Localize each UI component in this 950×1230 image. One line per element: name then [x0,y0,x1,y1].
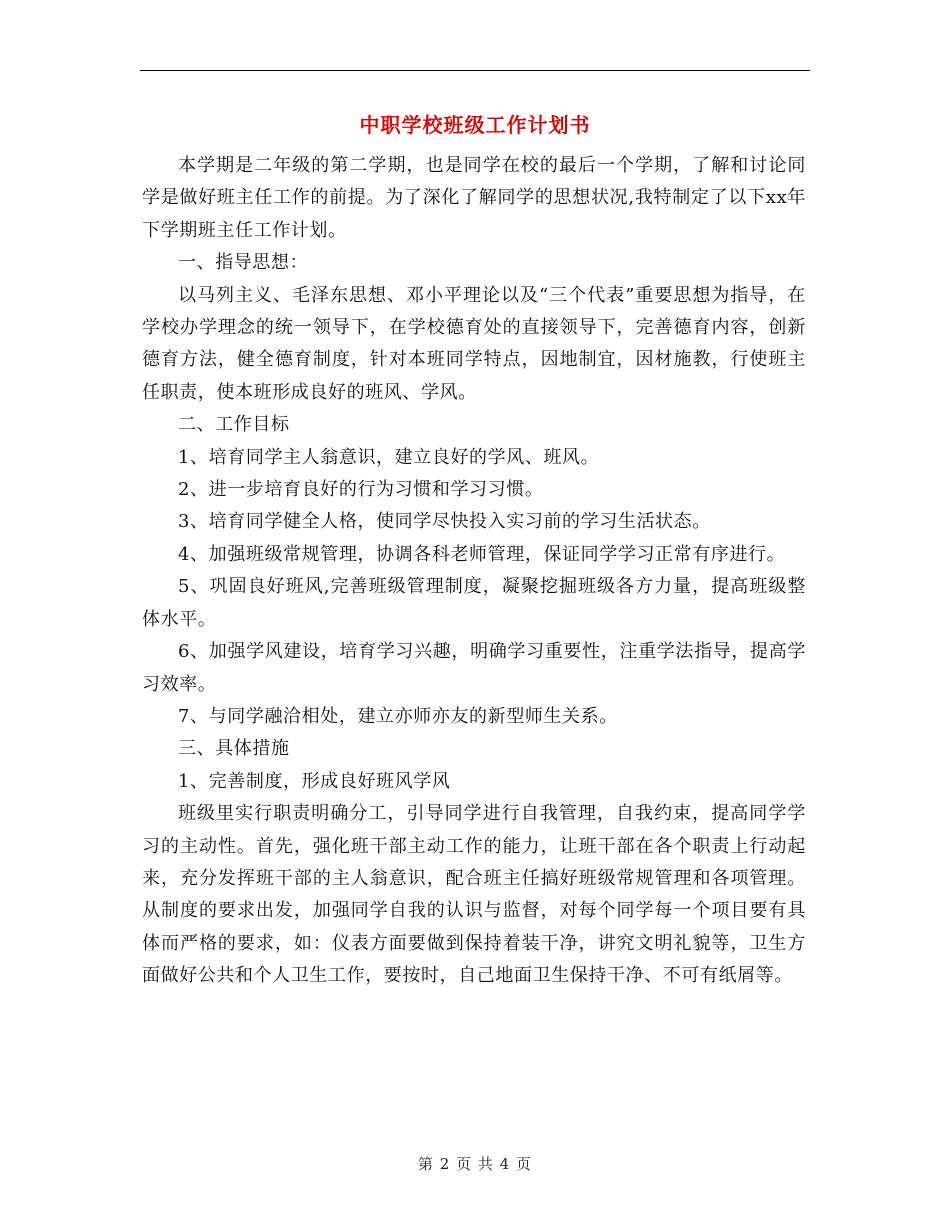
document-body [142,150,806,993]
goal-item-5: 5、巩固良好班风,完善班级管理制度，凝聚挖掘班级各方力量，提高班级整体水平。 [142,576,806,630]
section-heading-guiding-ideology: 一、指导思想： [178,252,309,274]
document-title: 中职学校班级工作计划书 [359,113,591,137]
page-number: 第 2 页 共 4 页 [418,1155,532,1173]
section-heading-work-goals: 二、工作目标 [178,414,290,436]
guiding-ideology-paragraph: 以马列主义、毛泽东思想、邓小平理论以及“三个代表”重要思想为指导，在学校办学理念的统一领导下，在学校德育处的直接领导下，完善德育内容，创新德育方法，健全德育制度，针对本班同学特点，因地制宜，因材施教，行使班主任职责，使本班形成良好的班风、学风。 [142,284,806,403]
header-rule [140,70,810,71]
intro-paragraph: 本学期是二年级的第二学期，也是同学在校的最后一个学期，了解和讨论同学是做好班主任工作的前提。为了深化了解同学的思想状况,我特制定了以下xx年下学期班主任工作计划。 [142,155,806,241]
section-heading-measures: 三、具体措施 [178,738,290,760]
goal-item-4: 4、加强班级常规管理，协调各科老师管理，保证同学学习正常有序进行。 [178,543,786,565]
goal-item-6: 6、加强学风建设，培育学习兴趣，明确学习重要性，注重学法指导，提高学习效率。 [142,641,806,695]
goal-item-7: 7、与同学融洽相处，建立亦师亦友的新型师生关系。 [178,705,618,727]
goal-item-3: 3、培育同学健全人格，使同学尽快投入实习前的学习生活状态。 [178,511,711,533]
measure-paragraph-1: 班级里实行职责明确分工，引导同学进行自我管理，自我约束，提高同学学习的主动性。首先，强化班干部主动工作的能力，让班干部在各个职责上行动起来，充分发挥班干部的主人翁意识，配合班主任搞好班级常规管理和各项管理。从制度的要求出发，加强同学自我的认识与监督，对每个同学每一个项目要有具体而严格的要求，如：仪表方面要做到保持着装干净，讲究文明礼貌等，卫生方面做好公共和个人卫生工作，要按时，自己地面卫生保持干净、不可有纸屑等。 [142,803,806,987]
goal-item-2: 2、进一步培育良好的行为习惯和学习习惯。 [178,479,544,501]
measure-heading-1: 1、完善制度，形成良好班风学风 [178,770,451,792]
goal-item-1: 1、培育同学主人翁意识，建立良好的学风、班风。 [178,446,600,468]
